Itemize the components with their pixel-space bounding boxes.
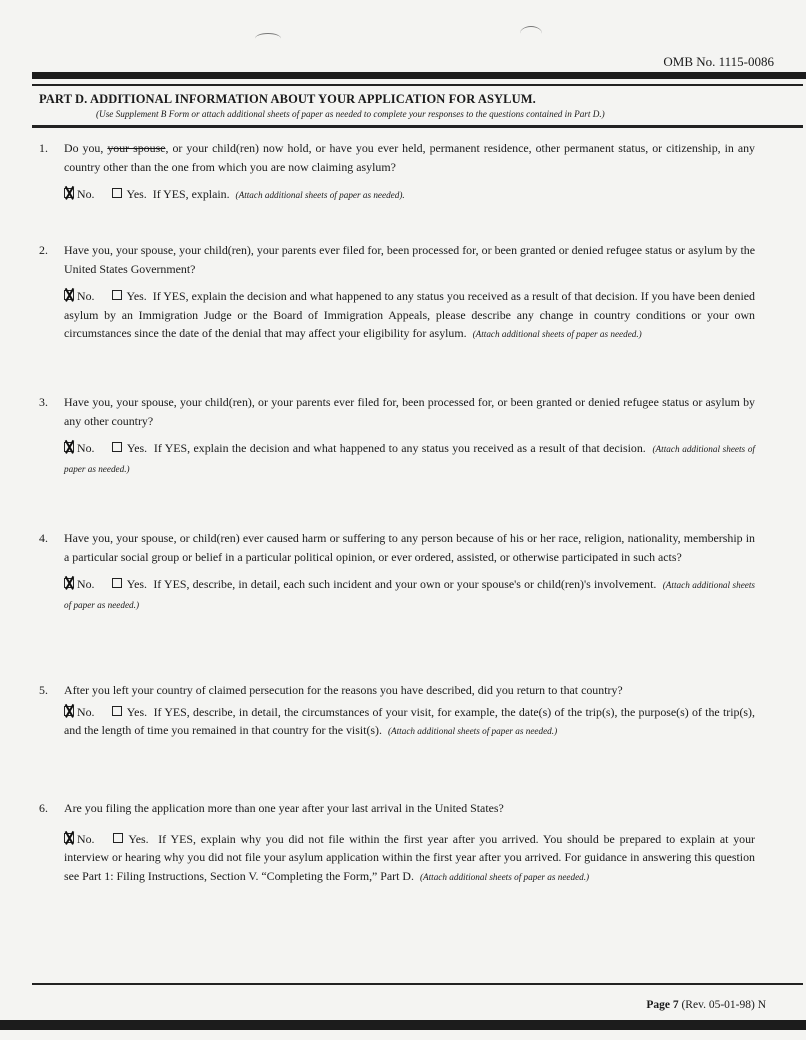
no-label: No. xyxy=(77,441,95,455)
page-footer xyxy=(646,999,766,1011)
no-label: No. xyxy=(77,577,95,591)
yes-checkbox[interactable] xyxy=(112,188,122,198)
yes-checkbox[interactable] xyxy=(112,578,122,588)
yes-checkbox[interactable] xyxy=(112,290,122,300)
no-label: No. xyxy=(77,187,95,201)
question-text: Have you, your spouse, or child(ren) ever caused harm or suffering to any person because of his or her race, religion, nationality, membership in a particular social group or belief in a particular political opinion, or ever ordered, assisted, or otherwise participated in such acts? xyxy=(64,531,755,564)
footer-bar xyxy=(0,1020,806,1030)
question-number: 3. xyxy=(39,395,48,409)
yes-checkbox[interactable] xyxy=(113,833,123,843)
no-label: No. xyxy=(77,289,95,303)
if-yes-lead: If YES, xyxy=(153,577,190,591)
question-number: 1. xyxy=(39,141,48,155)
if-yes-lead: If YES, xyxy=(153,704,190,719)
if-yes-lead: If YES, xyxy=(152,187,189,201)
if-yes-instructions: explain why you did not file within the first year after you arrived. You should be prepared to explain at your interview or hearing why you did not file your asylum application within the first year after you arrived. For guidance in answering this question see Part 1: Filing Instructions, Section V. “Completing the Form,” Part D. xyxy=(64,831,756,883)
yes-label: Yes. xyxy=(126,704,148,719)
part-title: PART D. ADDITIONAL INFORMATION ABOUT YOUR APPLICATION FOR ASYLUM. xyxy=(39,92,536,106)
no-label: No. xyxy=(77,704,95,719)
question-2 xyxy=(39,241,755,344)
question-text xyxy=(64,139,755,176)
if-yes-instructions: explain the decision and what happened to any status you received as a result of that decision. If you have been denied asylum by an Immigration Judge or the Board of Immigration Appeals, please describe any change in country conditions or your own circumstances since the date of the denial that may affect your eligibility for asylum. xyxy=(64,289,755,340)
no-checkbox[interactable] xyxy=(64,706,74,716)
question-text: Are you filing the application more than one year after your last arrival in the United States? xyxy=(64,801,504,815)
page-number: Page 7 xyxy=(646,999,679,1011)
question-5 xyxy=(39,681,755,741)
revision: (Rev. 05-01-98) N xyxy=(681,999,766,1011)
if-yes-instructions: explain the decision and what happened to any status you received as a result of that decision. xyxy=(190,441,646,455)
question-text: Have you, your spouse, your child(ren), or your parents ever filed for, been processed for, or been granted or denied refugee status or asylum by any other country? xyxy=(64,395,755,428)
answer-row xyxy=(64,830,755,887)
question-text: Have you, your spouse, your child(ren), your parents ever filed for, been processed for, or been granted or denied refugee status or asylum by the United States Government? xyxy=(64,243,755,276)
question-number: 2. xyxy=(39,243,48,257)
if-yes-instructions: describe, in detail, the circumstances of your visit, for example, the date(s) of the trip(s), the purpose(s) of the trip(s), and the length of time you remained in that country for the visit(s). xyxy=(64,704,755,737)
question-text: After you left your country of claimed persecution for the reasons you have described, did you return to that country? xyxy=(64,683,623,697)
attach-note: (Attach additional sheets of paper as needed.) xyxy=(64,444,755,474)
answer-row xyxy=(64,185,755,205)
yes-label: Yes. xyxy=(126,289,147,303)
no-checkbox[interactable] xyxy=(64,442,74,452)
no-checkbox[interactable] xyxy=(64,578,74,588)
divider xyxy=(32,84,803,86)
question-number: 5. xyxy=(39,683,48,697)
question-text-part: Do you, xyxy=(64,141,108,155)
attach-note: (Attach additional sheets of paper as needed.) xyxy=(419,871,590,882)
attach-note: (Attach additional sheets of paper as needed). xyxy=(235,190,405,200)
if-yes-instructions: describe, in detail, each such incident and your own or your spouse's or child(ren)'s involvement. xyxy=(189,577,657,591)
question-6 xyxy=(39,799,755,886)
divider xyxy=(32,983,803,985)
yes-label: Yes. xyxy=(126,577,147,591)
yes-checkbox[interactable] xyxy=(112,706,122,716)
divider xyxy=(32,125,803,128)
attach-note: (Attach additional sheets of paper as needed.) xyxy=(472,329,642,339)
question-number: 4. xyxy=(39,531,48,545)
no-label: No. xyxy=(77,831,95,846)
yes-label: Yes. xyxy=(126,187,147,201)
if-yes-lead: If YES, xyxy=(152,289,189,303)
struck-text: your spouse xyxy=(107,141,166,155)
if-yes-lead: If YES, xyxy=(158,831,196,846)
omb-number: OMB No. 1115-0086 xyxy=(663,54,774,69)
attach-note: (Attach additional sheets of paper as needed.) xyxy=(387,726,558,736)
question-number: 6. xyxy=(39,801,48,815)
question-4 xyxy=(39,529,755,614)
attach-note: (Attach additional sheets of paper as needed.) xyxy=(64,580,756,610)
if-yes-lead: If YES, xyxy=(153,441,191,455)
no-checkbox[interactable] xyxy=(64,833,74,843)
question-text-part: , or your child(ren) now hold, or have you ever held, permanent residence, other permanent status, or citizenship, in any country other than the one from which you are now claiming asylum? xyxy=(64,141,756,174)
if-yes-instructions: explain. xyxy=(188,187,230,201)
scan-mark xyxy=(520,26,542,41)
answer-row xyxy=(64,703,755,741)
yes-label: Yes. xyxy=(128,831,149,846)
header-bar xyxy=(32,72,806,79)
answer-row xyxy=(64,287,755,344)
answer-row xyxy=(64,575,755,614)
no-checkbox[interactable] xyxy=(64,290,74,300)
question-3 xyxy=(39,393,755,478)
question-1 xyxy=(39,139,755,205)
part-subtitle: (Use Supplement B Form or attach additional sheets of paper as needed to complete your responses to the questions contained in Part D.) xyxy=(96,109,605,119)
yes-label: Yes. xyxy=(126,441,148,455)
no-checkbox[interactable] xyxy=(64,188,74,198)
scan-mark xyxy=(255,33,281,44)
answer-row xyxy=(64,439,755,478)
yes-checkbox[interactable] xyxy=(112,442,122,452)
